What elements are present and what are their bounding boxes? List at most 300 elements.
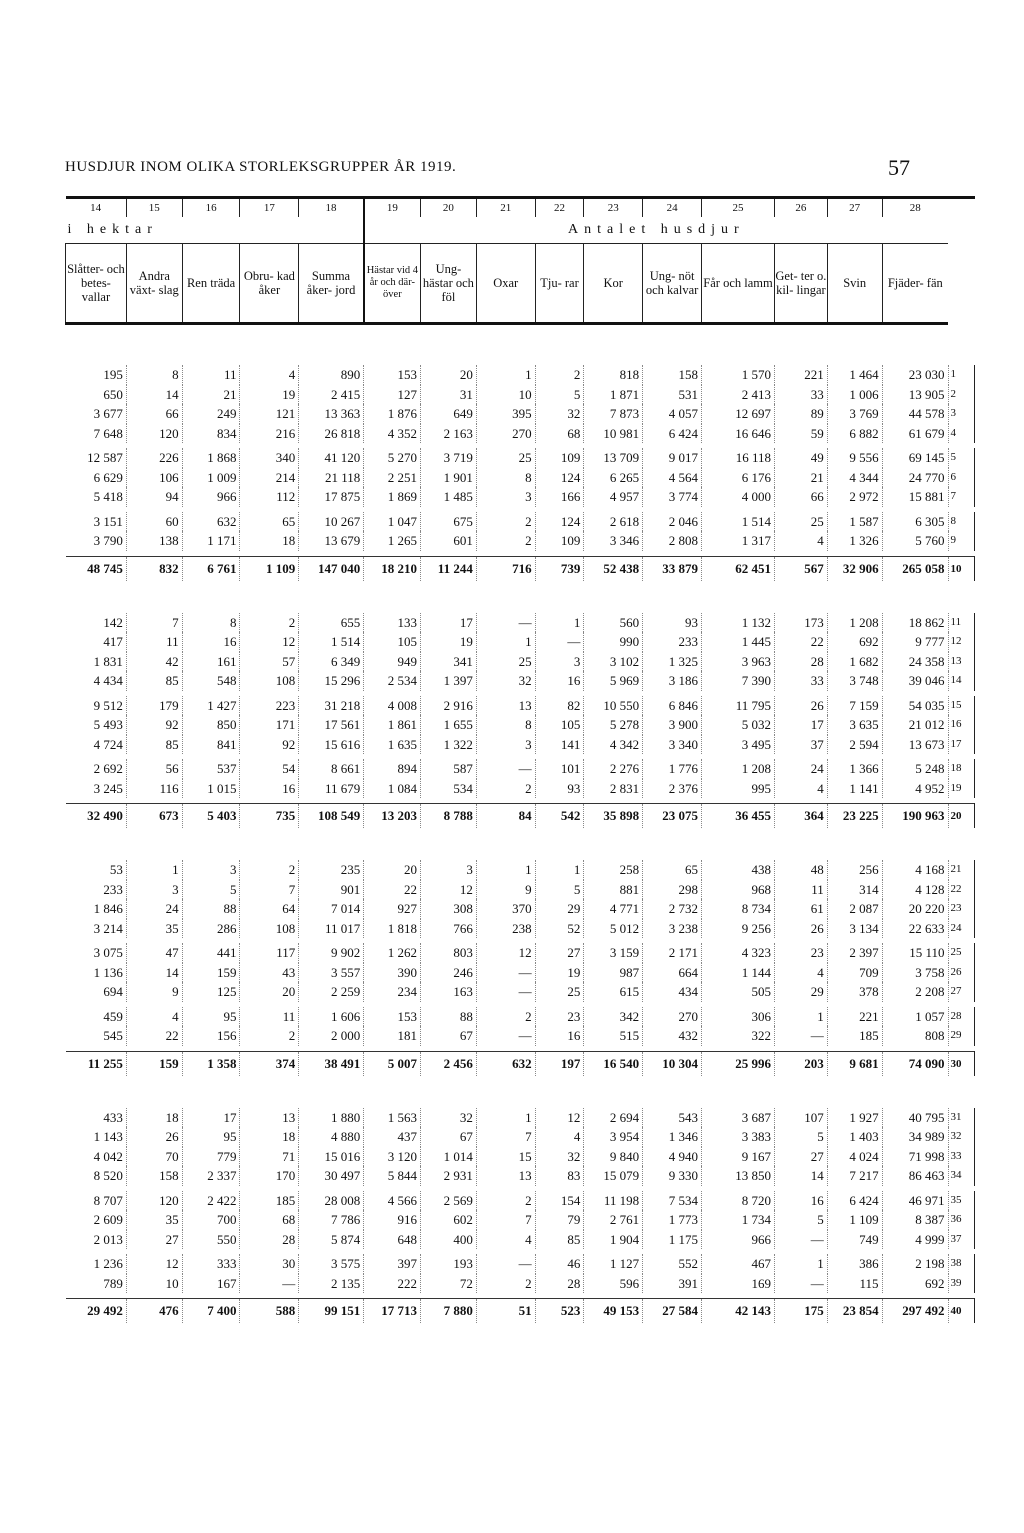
table-cell: 1 (775, 1007, 828, 1027)
table-cell: 138 (126, 531, 182, 551)
table-cell: 968 (702, 880, 775, 900)
table-cell: 41 120 (299, 448, 364, 468)
table-cell: 20 (240, 982, 299, 1002)
table-cell: 84 (476, 804, 535, 829)
table-row (66, 715, 975, 735)
table-cell: 7 786 (299, 1210, 364, 1230)
table-cell: 4 957 (584, 487, 643, 507)
table-cell: 18 (240, 531, 299, 551)
table-cell: 15 296 (299, 671, 364, 691)
table-cell: 9 (126, 982, 182, 1002)
group-hektar: i hektar (67, 222, 158, 237)
table-cell: 124 (535, 468, 584, 488)
column-header: Fjäder- fän (882, 244, 948, 324)
table-cell: 2 831 (584, 779, 643, 799)
table-cell: 333 (182, 1254, 240, 1274)
table-cell: 108 (240, 919, 299, 939)
column-number: 16 (182, 199, 240, 217)
table-cell: 109 (535, 448, 584, 468)
table-cell: 31 (421, 385, 477, 405)
table-cell: 12 587 (66, 448, 127, 468)
table-cell: 5 007 (364, 1051, 421, 1076)
table-cell: 3 (535, 652, 584, 672)
table-cell: 6 882 (827, 424, 882, 444)
table-cell: 2 135 (299, 1274, 364, 1294)
table-cell: 1 (476, 365, 535, 385)
table-cell: 48 (775, 860, 828, 880)
table-cell: 673 (126, 804, 182, 829)
table-cell: 1 132 (702, 613, 775, 633)
table-cell: 4 724 (66, 735, 127, 755)
table-cell: 179 (126, 696, 182, 716)
table-cell: 4 880 (299, 1127, 364, 1147)
table-cell: 1 397 (421, 671, 477, 691)
row-spacer (66, 828, 975, 860)
table-cell: 1 871 (584, 385, 643, 405)
table-cell: 5 844 (364, 1166, 421, 1186)
table-cell: 8 707 (66, 1191, 127, 1211)
table-cell: 270 (643, 1007, 702, 1027)
table-cell: 23 030 (882, 365, 948, 385)
table-cell: 2 415 (299, 385, 364, 405)
table-cell: 9 (476, 880, 535, 900)
table-cell: 749 (827, 1230, 882, 1250)
total-row (66, 1299, 975, 1324)
table-cell: 33 (775, 385, 828, 405)
table-cell: 1 317 (702, 531, 775, 551)
table-cell: 28 (240, 1230, 299, 1250)
table-cell: 16 646 (702, 424, 775, 444)
table-cell: 99 151 (299, 1299, 364, 1324)
table-cell: 655 (299, 613, 364, 633)
table-cell: 2 013 (66, 1230, 127, 1250)
table-cell: 35 898 (584, 804, 643, 829)
table-cell: 1 (476, 1108, 535, 1128)
table-row (66, 759, 975, 779)
table-cell: 221 (827, 1007, 882, 1027)
table-cell: 386 (827, 1254, 882, 1274)
table-cell: 65 (240, 512, 299, 532)
table-cell: 27 (126, 1230, 182, 1250)
column-number: 20 (421, 199, 477, 217)
table-cell: 1 141 (827, 779, 882, 799)
table-cell: 28 (775, 652, 828, 672)
row-number: 12 (948, 632, 975, 652)
table-cell: 1 868 (182, 448, 240, 468)
table-cell: 3 719 (421, 448, 477, 468)
table-cell: 14 (126, 385, 182, 405)
table-cell: 30 497 (299, 1166, 364, 1186)
table-cell: 1 563 (364, 1108, 421, 1128)
table-cell: 1 322 (421, 735, 477, 755)
column-header: Ung- nöt och kalvar (643, 244, 702, 324)
table-cell: 441 (182, 943, 240, 963)
table-cell: 85 (126, 671, 182, 691)
table-row (66, 1191, 975, 1211)
table-cell: 85 (535, 1230, 584, 1250)
table-cell: 390 (364, 963, 421, 983)
total-row (66, 1051, 975, 1076)
table-cell: 12 (126, 1254, 182, 1274)
table-cell: 1 485 (421, 487, 477, 507)
table-cell: 3 954 (584, 1127, 643, 1147)
table-cell: 2 808 (643, 531, 702, 551)
table-cell: 675 (421, 512, 477, 532)
table-cell: 5 418 (66, 487, 127, 507)
row-number: 6 (948, 468, 975, 488)
table-cell: 12 (421, 880, 477, 900)
table-cell: 1 655 (421, 715, 477, 735)
table-cell: 159 (182, 963, 240, 983)
table-cell: 1 880 (299, 1108, 364, 1128)
table-cell: 4 342 (584, 735, 643, 755)
table-cell: 1 346 (643, 1127, 702, 1147)
row-number: 24 (948, 919, 975, 939)
row-number: 38 (948, 1254, 975, 1274)
table-cell: 13 905 (882, 385, 948, 405)
table-cell: 3 (476, 735, 535, 755)
table-cell: 29 492 (66, 1299, 127, 1324)
table-cell: 185 (827, 1026, 882, 1046)
table-cell: 19 (535, 963, 584, 983)
row-number: 32 (948, 1127, 975, 1147)
table-cell: 1 084 (364, 779, 421, 799)
table-cell: 29 (535, 899, 584, 919)
table-row (66, 735, 975, 755)
table-cell: 4 352 (364, 424, 421, 444)
table-cell: 82 (535, 696, 584, 716)
table-cell: 153 (364, 1007, 421, 1027)
table-cell: 995 (702, 779, 775, 799)
table-cell: 5 (775, 1210, 828, 1230)
table-cell: 17 (775, 715, 828, 735)
table-cell: 550 (182, 1230, 240, 1250)
table-cell: 2 (240, 1026, 299, 1046)
column-header: Slåtter- och betes- vallar (66, 244, 127, 324)
table-cell: 9 167 (702, 1147, 775, 1167)
table-cell: 142 (66, 613, 127, 633)
table-cell: 2 (476, 512, 535, 532)
table-row (66, 1026, 975, 1046)
table-cell: 10 550 (584, 696, 643, 716)
table-cell: 1 136 (66, 963, 127, 983)
row-number: 31 (948, 1108, 975, 1128)
table-cell: 106 (126, 468, 182, 488)
table-cell: 9 777 (882, 632, 948, 652)
table-cell: 16 (535, 671, 584, 691)
table-cell: 153 (364, 365, 421, 385)
table-cell: 832 (126, 556, 182, 581)
table-cell: 11 244 (421, 556, 477, 581)
table-cell: 2 694 (584, 1108, 643, 1128)
table-cell: 567 (775, 556, 828, 581)
table-cell: 4 000 (702, 487, 775, 507)
table-cell: 1 208 (827, 613, 882, 633)
table-cell: 23 854 (827, 1299, 882, 1324)
table-cell: 314 (827, 880, 882, 900)
table-cell: 1 587 (827, 512, 882, 532)
table-cell: 1 514 (702, 512, 775, 532)
table-cell: 1 861 (364, 715, 421, 735)
table-cell: 2 916 (421, 696, 477, 716)
table-cell: 2 (476, 779, 535, 799)
table-cell: 8 (476, 468, 535, 488)
table-cell: 342 (584, 1007, 643, 1027)
table-cell: 3 151 (66, 512, 127, 532)
table-cell: 841 (182, 735, 240, 755)
table-cell: 154 (535, 1191, 584, 1211)
table-cell: 1 514 (299, 632, 364, 652)
table-cell: 4 042 (66, 1147, 127, 1167)
table-cell: 4 344 (827, 468, 882, 488)
column-number: 28 (882, 199, 948, 217)
table-cell: 1 427 (182, 696, 240, 716)
table-cell: 238 (476, 919, 535, 939)
table-cell: 20 (421, 365, 477, 385)
table-cell: 1 869 (364, 487, 421, 507)
table-cell: 71 (240, 1147, 299, 1167)
table-cell: 545 (66, 1026, 127, 1046)
row-number: 2 (948, 385, 975, 405)
table-cell: 8 734 (702, 899, 775, 919)
table-cell: 101 (535, 759, 584, 779)
table-cell: 779 (182, 1147, 240, 1167)
column-header: Svin (827, 244, 882, 324)
table-cell: 2 (240, 613, 299, 633)
table-cell: 16 (240, 779, 299, 799)
table-cell: 49 (775, 448, 828, 468)
total-row (66, 556, 975, 581)
table-cell: 340 (240, 448, 299, 468)
table-cell: 4 008 (364, 696, 421, 716)
table-cell: 649 (421, 404, 477, 424)
table-cell: 2 (476, 1191, 535, 1211)
table-cell: 3 238 (643, 919, 702, 939)
table-cell: 15 (476, 1147, 535, 1167)
table-cell: 602 (421, 1210, 477, 1230)
table-cell: 169 (702, 1274, 775, 1294)
table-cell: 505 (702, 982, 775, 1002)
table-cell: 4 (476, 1230, 535, 1250)
table-cell: 5 (535, 880, 584, 900)
table-cell: 2 456 (421, 1051, 477, 1076)
table-cell: 523 (535, 1299, 584, 1324)
table-cell: 476 (126, 1299, 182, 1324)
table-cell: 5 248 (882, 759, 948, 779)
row-number: 21 (948, 860, 975, 880)
table-row (66, 1210, 975, 1230)
table-cell: 158 (126, 1166, 182, 1186)
table-cell: 3 790 (66, 531, 127, 551)
column-header-row (66, 244, 975, 324)
table-cell: 54 (240, 759, 299, 779)
table-cell: 109 (535, 531, 584, 551)
table-cell: 67 (421, 1026, 477, 1046)
table-cell: 8 788 (421, 804, 477, 829)
table-cell: 28 008 (299, 1191, 364, 1211)
table-cell: 3 075 (66, 943, 127, 963)
table-cell: 4 (775, 531, 828, 551)
table-cell: 2 (476, 1007, 535, 1027)
row-number: 20 (948, 804, 975, 829)
table-cell: 32 906 (827, 556, 882, 581)
column-number: 19 (364, 199, 421, 217)
row-number: 3 (948, 404, 975, 424)
table-cell: 3 575 (299, 1254, 364, 1274)
table-cell: 13 (240, 1108, 299, 1128)
table-cell: 11 679 (299, 779, 364, 799)
table-cell: 4 434 (66, 671, 127, 691)
table-cell: 16 540 (584, 1051, 643, 1076)
table-cell: 36 455 (702, 804, 775, 829)
table-cell: 30 (240, 1254, 299, 1274)
row-number: 19 (948, 779, 975, 799)
table-cell: 664 (643, 963, 702, 983)
table-cell: 1 682 (827, 652, 882, 672)
table-cell: 7 (126, 613, 182, 633)
table-cell: 173 (775, 613, 828, 633)
table-cell: 11 (775, 880, 828, 900)
table-cell: 8 (182, 613, 240, 633)
table-cell: 9 556 (827, 448, 882, 468)
table-cell: 1 (476, 632, 535, 652)
table-cell: 2 (535, 365, 584, 385)
table-cell: 18 862 (882, 613, 948, 633)
table-cell: 7 (476, 1210, 535, 1230)
table-cell: 1 831 (66, 652, 127, 672)
table-body (66, 198, 975, 1324)
table-cell: 11 795 (702, 696, 775, 716)
column-number-row (66, 199, 975, 217)
table-cell: 6 176 (702, 468, 775, 488)
table-cell: 1 109 (240, 556, 299, 581)
table-cell: 1 326 (827, 531, 882, 551)
table-cell: 92 (126, 715, 182, 735)
row-number: 11 (948, 613, 975, 633)
table-cell: 4 771 (584, 899, 643, 919)
table-cell: 1 265 (364, 531, 421, 551)
table-cell: 1 570 (702, 365, 775, 385)
table-cell: 10 (476, 385, 535, 405)
table-cell: 1 927 (827, 1108, 882, 1128)
table-cell: 61 (775, 899, 828, 919)
row-number: 9 (948, 531, 975, 551)
table-cell: 35 (126, 1210, 182, 1230)
table-cell: 789 (66, 1274, 127, 1294)
table-cell: 93 (535, 779, 584, 799)
table-cell: 13 709 (584, 448, 643, 468)
table-cell: 916 (364, 1210, 421, 1230)
table-cell: 5 760 (882, 531, 948, 551)
column-number: 17 (240, 199, 299, 217)
table-cell: 1 (126, 860, 182, 880)
table-cell: 2 534 (364, 671, 421, 691)
table-cell: 650 (66, 385, 127, 405)
table-cell: 8 387 (882, 1210, 948, 1230)
table-cell: 7 880 (421, 1299, 477, 1324)
table-cell: 195 (66, 365, 127, 385)
table-cell: 2 163 (421, 424, 477, 444)
table-cell: 26 (775, 919, 828, 939)
table-cell: 43 (240, 963, 299, 983)
table-cell: 803 (421, 943, 477, 963)
table-cell: 37 (775, 735, 828, 755)
table-cell: 256 (827, 860, 882, 880)
table-cell: 124 (535, 512, 584, 532)
table-cell: 3 340 (643, 735, 702, 755)
table-cell: 6 265 (584, 468, 643, 488)
table-cell: 85 (126, 735, 182, 755)
table-cell: 692 (882, 1274, 948, 1294)
table-cell: 1 171 (182, 531, 240, 551)
table-cell: 39 046 (882, 671, 948, 691)
table-cell: 8 720 (702, 1191, 775, 1211)
row-number: 17 (948, 735, 975, 755)
table-cell: 10 267 (299, 512, 364, 532)
table-cell: 1 208 (702, 759, 775, 779)
table-cell: 7 400 (182, 1299, 240, 1324)
table-cell: 216 (240, 424, 299, 444)
table-cell: 4 (240, 365, 299, 385)
table-cell: 990 (584, 632, 643, 652)
livestock-table (65, 196, 975, 1323)
table-cell: 1 904 (584, 1230, 643, 1250)
table-cell: 66 (775, 487, 828, 507)
row-spacer (66, 324, 975, 366)
row-number: 25 (948, 943, 975, 963)
table-cell: 14 (775, 1166, 828, 1186)
table-cell: 1 606 (299, 1007, 364, 1027)
column-number: 18 (299, 199, 364, 217)
table-cell: 52 (535, 919, 584, 939)
row-spacer (66, 1076, 975, 1108)
table-cell: 3 769 (827, 404, 882, 424)
table-cell: 161 (182, 652, 240, 672)
table-row (66, 468, 975, 488)
table-cell: 6 846 (643, 696, 702, 716)
column-header: Get- ter o. kil- lingar (775, 244, 828, 324)
table-cell: 246 (421, 963, 477, 983)
row-number: 4 (948, 424, 975, 444)
table-row (66, 779, 975, 799)
table-cell: 4 952 (882, 779, 948, 799)
table-cell: 42 143 (702, 1299, 775, 1324)
table-cell: 234 (364, 982, 421, 1002)
table-cell: 29 (775, 982, 828, 1002)
table-cell: 927 (364, 899, 421, 919)
table-cell: 1 773 (643, 1210, 702, 1230)
column-number: 25 (702, 199, 775, 217)
table-cell: 374 (240, 1051, 299, 1076)
row-number: 15 (948, 696, 975, 716)
table-cell: 46 (535, 1254, 584, 1274)
table-cell: 203 (775, 1051, 828, 1076)
table-cell: 5 270 (364, 448, 421, 468)
table-cell: 4 (126, 1007, 182, 1027)
column-number: 23 (584, 199, 643, 217)
table-cell: 105 (535, 715, 584, 735)
table-cell: 537 (182, 759, 240, 779)
table-cell: 105 (364, 632, 421, 652)
table-row (66, 512, 975, 532)
table-row (66, 1127, 975, 1147)
table-cell: 70 (126, 1147, 182, 1167)
table-cell: 74 090 (882, 1051, 948, 1076)
table-cell: 1 057 (882, 1007, 948, 1027)
table-cell: 93 (643, 613, 702, 633)
table-cell: 6 761 (182, 556, 240, 581)
table-cell: 10 304 (643, 1051, 702, 1076)
